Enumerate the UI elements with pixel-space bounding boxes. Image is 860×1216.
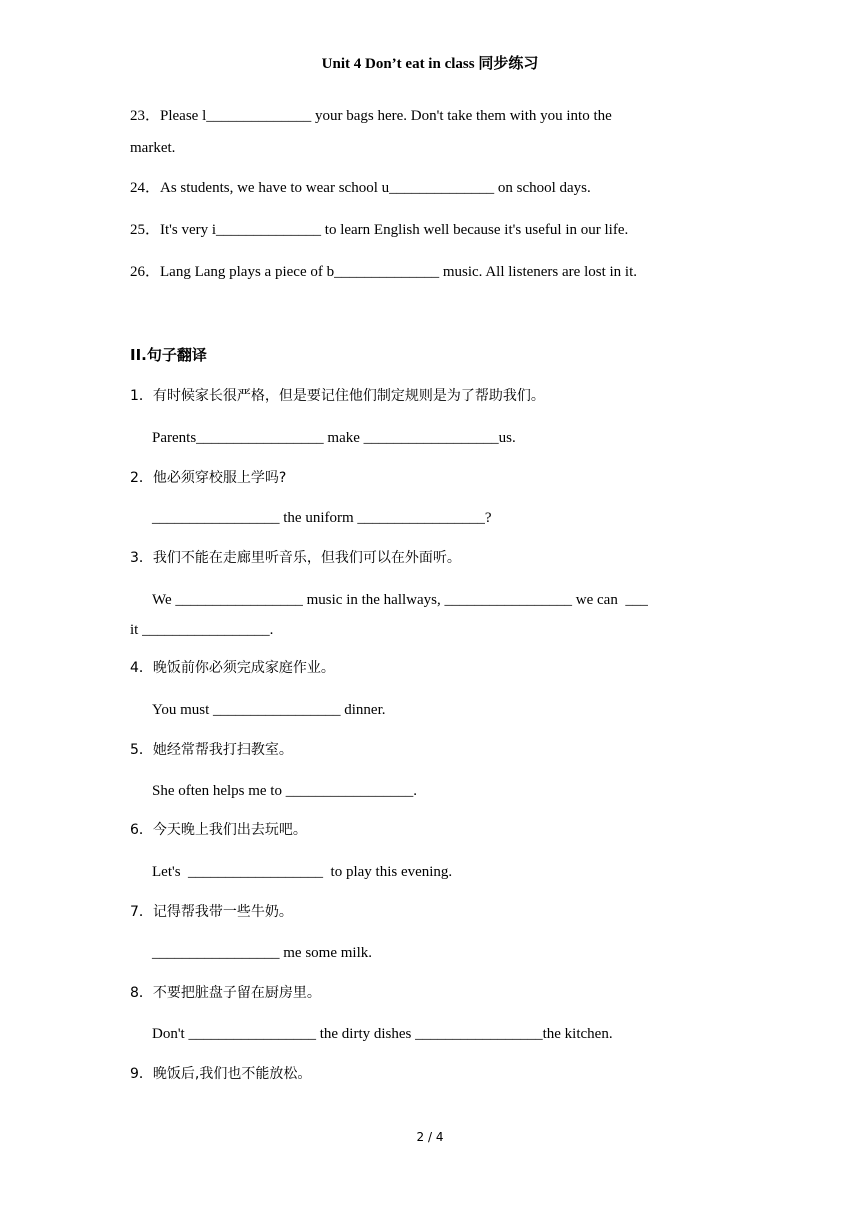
translation-4-prompt: 4．晚饭前你必须完成家庭作业。 (130, 660, 335, 676)
translation-3-prompt: 3．我们不能在走廊里听音乐，但我们可以在外面听。 (130, 550, 461, 566)
translation-7-prompt: 7．记得帮我带一些牛奶。 (130, 904, 293, 920)
translation-8-answer: Don't _________________ the dirty dishes _________________the kitchen. (152, 1026, 613, 1042)
exercise-23-line1: 23．Please l______________ your bags here. Don't take them with you into the (130, 108, 612, 124)
section-heading: II.句子翻译 (130, 346, 207, 364)
exercise-26: 26．Lang Lang plays a piece of b______________ music. All listeners are lost in it. (130, 264, 637, 280)
translation-8-prompt: 8．不要把脏盘子留在厨房里。 (130, 985, 321, 1001)
translation-1-prompt: 1．有时候家长很严格，但是要记住他们制定规则是为了帮助我们。 (130, 388, 545, 404)
translation-2-answer: _________________ the uniform _________________? (152, 510, 492, 526)
translation-9-prompt: 9．晚饭后,我们也不能放松。 (130, 1066, 312, 1082)
translation-5-answer: She often helps me to _________________. (152, 783, 417, 799)
translation-5-prompt: 5．她经常帮我打扫教室。 (130, 742, 293, 758)
translation-7-answer: _________________ me some milk. (152, 945, 372, 961)
translation-1-answer: Parents_________________ make __________________us. (152, 430, 516, 446)
exercise-23-line2: market. (130, 140, 176, 156)
translation-2-prompt: 2．他必须穿校服上学吗? (130, 470, 287, 486)
exercise-25: 25．It's very i______________ to learn English well because it's useful in our life. (130, 222, 629, 238)
translation-6-answer: Let's __________________ to play this evening. (152, 864, 453, 880)
exercise-24: 24．As students, we have to wear school u______________ on school days. (130, 180, 591, 196)
translation-3-answer-cont: it _________________. (130, 622, 274, 638)
translation-6-prompt: 6．今天晚上我们出去玩吧。 (130, 822, 307, 838)
page-number: 2 / 4 (416, 1130, 444, 1144)
translation-4-answer: You must _________________ dinner. (152, 702, 386, 718)
translation-3-answer: We _________________ music in the hallways, _________________ we can ___ (152, 592, 648, 608)
page-title: Unit 4 Don’t eat in class 同步练习 (321, 56, 539, 72)
